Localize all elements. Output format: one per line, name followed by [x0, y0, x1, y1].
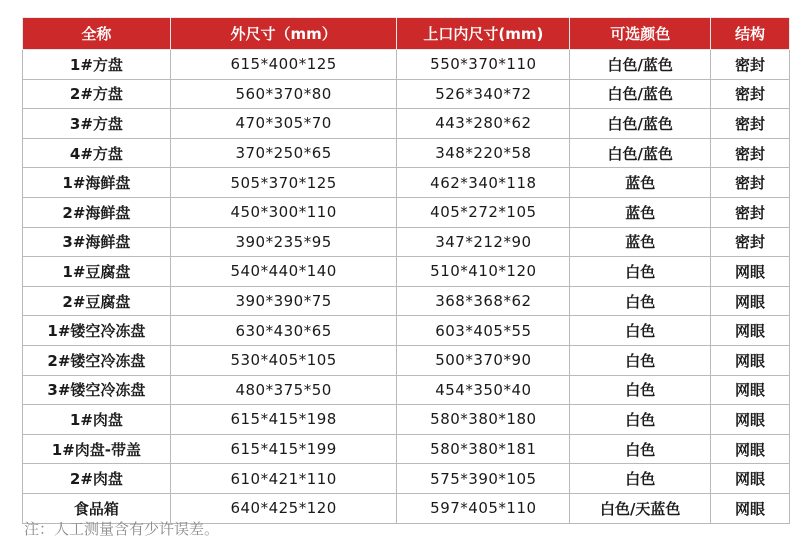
outer-size-cell: 390*390*75	[170, 286, 397, 316]
outer-size-cell: 470*305*70	[170, 109, 397, 139]
inner-size-cell: 347*212*90	[397, 227, 570, 257]
outer-size-cell: 390*235*95	[170, 227, 397, 257]
table-row	[23, 138, 790, 168]
color-cell: 白色/蓝色	[570, 79, 711, 109]
structure-cell: 网眼	[711, 434, 790, 464]
product-name-cell: 3#方盘	[23, 109, 171, 139]
outer-size-cell: 615*415*199	[170, 434, 397, 464]
product-name-cell: 1#豆腐盘	[23, 257, 171, 287]
structure-cell: 网眼	[711, 286, 790, 316]
color-cell: 白色/蓝色	[570, 50, 711, 80]
inner-size-cell: 454*350*40	[397, 375, 570, 405]
table-row	[23, 434, 790, 464]
inner-size-cell: 462*340*118	[397, 168, 570, 198]
color-cell: 白色	[570, 286, 711, 316]
inner-size-cell: 597*405*110	[397, 493, 570, 523]
outer-size-cell: 560*370*80	[170, 79, 397, 109]
outer-size-cell: 450*300*110	[170, 197, 397, 227]
color-cell: 白色	[570, 405, 711, 435]
color-cell: 白色	[570, 375, 711, 405]
table-row	[23, 227, 790, 257]
inner-size-cell: 405*272*105	[397, 197, 570, 227]
table-header	[23, 18, 790, 50]
product-name-cell: 1#镂空冷冻盘	[23, 316, 171, 346]
color-cell: 白色/蓝色	[570, 109, 711, 139]
measurement-note: 注：人工测量含有少许误差。	[24, 520, 220, 538]
header-full-name: 全称	[23, 18, 171, 50]
structure-cell: 网眼	[711, 493, 790, 523]
color-cell: 白色/蓝色	[570, 138, 711, 168]
outer-size-cell: 640*425*120	[170, 493, 397, 523]
color-cell: 蓝色	[570, 227, 711, 257]
outer-size-cell: 630*430*65	[170, 316, 397, 346]
structure-cell: 网眼	[711, 257, 790, 287]
inner-size-cell: 575*390*105	[397, 464, 570, 494]
inner-size-cell: 550*370*110	[397, 50, 570, 80]
product-name-cell: 1#肉盘-带盖	[23, 434, 171, 464]
header-colors: 可选颜色	[570, 18, 711, 50]
structure-cell: 密封	[711, 50, 790, 80]
color-cell: 白色	[570, 464, 711, 494]
product-name-cell: 4#方盘	[23, 138, 171, 168]
inner-size-cell: 510*410*120	[397, 257, 570, 287]
inner-size-cell: 443*280*62	[397, 109, 570, 139]
inner-size-cell: 500*370*90	[397, 345, 570, 375]
product-name-cell: 2#海鲜盘	[23, 197, 171, 227]
table-row	[23, 50, 790, 80]
table-row	[23, 168, 790, 198]
outer-size-cell: 540*440*140	[170, 257, 397, 287]
structure-cell: 密封	[711, 197, 790, 227]
header-row	[23, 18, 790, 50]
structure-cell: 密封	[711, 227, 790, 257]
structure-cell: 网眼	[711, 316, 790, 346]
size-spec-table	[22, 17, 790, 524]
product-name-cell: 1#肉盘	[23, 405, 171, 435]
structure-cell: 网眼	[711, 405, 790, 435]
inner-size-cell: 368*368*62	[397, 286, 570, 316]
table-row	[23, 316, 790, 346]
inner-size-cell: 526*340*72	[397, 79, 570, 109]
product-name-cell: 3#镂空冷冻盘	[23, 375, 171, 405]
header-inner-size: 上口内尺寸(mm)	[397, 18, 570, 50]
color-cell: 蓝色	[570, 168, 711, 198]
structure-cell: 网眼	[711, 375, 790, 405]
product-name-cell: 3#海鲜盘	[23, 227, 171, 257]
header-structure: 结构	[711, 18, 790, 50]
product-name-cell: 2#豆腐盘	[23, 286, 171, 316]
color-cell: 白色/天蓝色	[570, 493, 711, 523]
color-cell: 蓝色	[570, 197, 711, 227]
inner-size-cell: 603*405*55	[397, 316, 570, 346]
color-cell: 白色	[570, 345, 711, 375]
outer-size-cell: 615*400*125	[170, 50, 397, 80]
product-name-cell: 食品箱	[23, 493, 171, 523]
outer-size-cell: 610*421*110	[170, 464, 397, 494]
structure-cell: 网眼	[711, 464, 790, 494]
color-cell: 白色	[570, 316, 711, 346]
table-row	[23, 464, 790, 494]
table-row	[23, 345, 790, 375]
table-row	[23, 79, 790, 109]
product-name-cell: 2#镂空冷冻盘	[23, 345, 171, 375]
header-outer-size: 外尺寸（mm）	[170, 18, 397, 50]
inner-size-cell: 580*380*181	[397, 434, 570, 464]
table-row	[23, 197, 790, 227]
inner-size-cell: 348*220*58	[397, 138, 570, 168]
table-row	[23, 286, 790, 316]
table-row	[23, 375, 790, 405]
structure-cell: 密封	[711, 79, 790, 109]
outer-size-cell: 370*250*65	[170, 138, 397, 168]
outer-size-cell: 480*375*50	[170, 375, 397, 405]
color-cell: 白色	[570, 257, 711, 287]
product-name-cell: 1#方盘	[23, 50, 171, 80]
table-body	[23, 50, 790, 524]
outer-size-cell: 615*415*198	[170, 405, 397, 435]
structure-cell: 密封	[711, 168, 790, 198]
inner-size-cell: 580*380*180	[397, 405, 570, 435]
outer-size-cell: 530*405*105	[170, 345, 397, 375]
table-row	[23, 405, 790, 435]
structure-cell: 网眼	[711, 345, 790, 375]
product-name-cell: 2#肉盘	[23, 464, 171, 494]
product-name-cell: 1#海鲜盘	[23, 168, 171, 198]
product-name-cell: 2#方盘	[23, 79, 171, 109]
table-row	[23, 109, 790, 139]
structure-cell: 密封	[711, 138, 790, 168]
color-cell: 白色	[570, 434, 711, 464]
outer-size-cell: 505*370*125	[170, 168, 397, 198]
structure-cell: 密封	[711, 109, 790, 139]
table-row	[23, 257, 790, 287]
